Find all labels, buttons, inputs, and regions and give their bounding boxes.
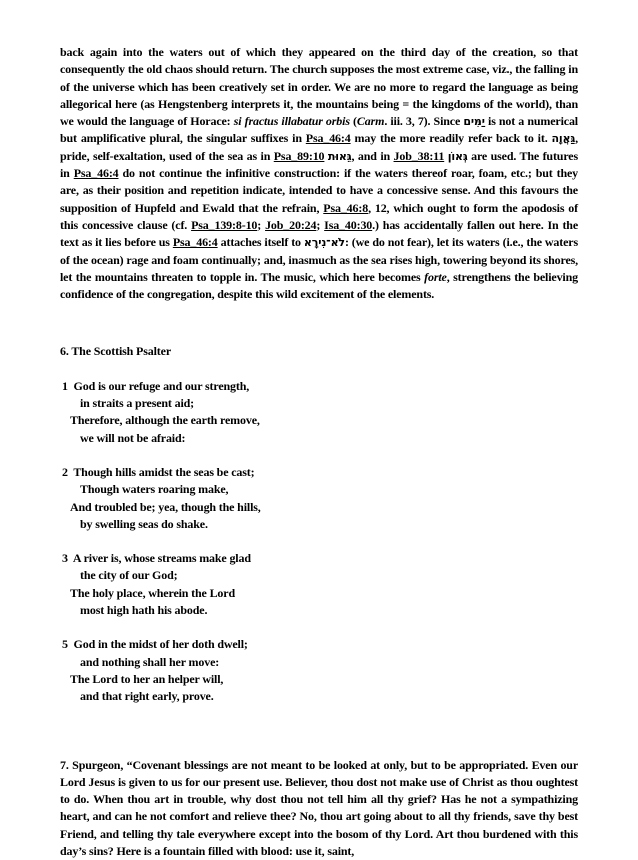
scripture-link[interactable]: Job_38:11 [394, 149, 445, 163]
psalter-stanza [60, 378, 578, 447]
text-run: , pride, self-exaltation, used of the sea as in [60, 131, 578, 162]
verse-line: and that right early, prove. [60, 688, 578, 705]
section-spacer [60, 706, 578, 757]
hebrew-word: גַּאֲוָה [551, 132, 575, 145]
section-spacer [60, 303, 578, 343]
verse-line: the city of our God; [60, 567, 578, 584]
spurgeon-paragraph: 7. Spurgeon, “Covenant blessings are not meant to be looked at only, but to be appropriated. Even our Lord Jesus is given to us for our present use. Believer, thou dost not make use of Christ as thou oughtest to do. When thou art in trouble, why dost thou not tell him all thy grief? Has he not a sympathizing heart, and can he not comfort and relieve thee? No, thou art going about to all thy friends, save thy best Friend, and telling thy tale everywhere except into the bosom of thy Lord. Art thou burdened with this day’s sins? Here is a fountain filled with blood: use it, saint, [60, 757, 578, 860]
text-run: are used. The futures in [60, 149, 578, 180]
psalter-stanza [60, 636, 578, 705]
verse-line: The Lord to her an helper will, [60, 671, 578, 688]
text-run: .) has accidentally fallen out here. In the text as it lies before us [60, 218, 578, 249]
verse-line: Therefore, although the earth remove, [60, 412, 578, 429]
text-run: do not continue the infinitive construction: if the waters thereof roar, foam, etc.; but they are, as their position and repetition indicate, intended to have a concessive sense. And this favours the supposition of Hupfeld and Ewald that the refrain, [60, 166, 578, 215]
text-run: ; [316, 218, 324, 232]
hebrew-word: לֹא־נִירָא [304, 236, 345, 249]
text-run: back again into the waters out of which they appeared on the third day of the creation, so that consequently the old chaos should return. The church supposes the most extreme case, viz., the falling in of the universe which has been creatively set in order. We are no more to regard the language as being allegorical here (as Hengstenberg interprets it, the mountains being = the kingdoms of the world), than we would the language of Horace: [60, 45, 578, 128]
verse-line: most high hath his abode. [60, 602, 578, 619]
scripture-link[interactable]: Psa_46:4 [74, 166, 119, 180]
text-run: , and in [352, 149, 394, 163]
verse-line: by swelling seas do shake. [60, 516, 578, 533]
verse-line: in straits a present aid; [60, 395, 578, 412]
text-run: . iii. 3, 7). Since [384, 114, 463, 128]
text-run: may the more readily refer back to it. [351, 131, 552, 145]
verse-line: we will not be afraid: [60, 430, 578, 447]
text-run: is not a numerical but amplificative plural, the singular suffixes in [60, 114, 578, 145]
verse-line: The holy place, wherein the Lord [60, 585, 578, 602]
commentary-paragraph [60, 44, 578, 303]
verse-line: 5 God in the midst of her doth dwell; [60, 636, 578, 653]
latin-quote: si fractus illabatur orbis [234, 114, 350, 128]
text-run: ; [257, 218, 265, 232]
document-page [60, 44, 578, 860]
text-run: ( [350, 114, 357, 128]
hebrew-word: יַמִּים [463, 115, 485, 128]
scripture-link[interactable]: Psa_139:8-10 [191, 218, 257, 232]
text-run: , 12, which ought to form the apodosis of this concessive clause (cf. [60, 201, 578, 232]
section-heading: 6. The Scottish Psalter [60, 343, 578, 360]
citation-carm: Carm [357, 114, 384, 128]
verse-line: 1 God is our refuge and our strength, [60, 378, 578, 395]
scripture-link[interactable]: Job_20:24 [265, 218, 316, 232]
psalter-stanza [60, 550, 578, 619]
scripture-link[interactable]: Psa_46:4 [173, 235, 218, 249]
verse-line: 2 Though hills amidst the seas be cast; [60, 464, 578, 481]
verse-line: And troubled be; yea, though the hills, [60, 499, 578, 516]
scripture-link[interactable]: Isa_40:30 [324, 218, 372, 232]
verse-line: 3 A river is, whose streams make glad [60, 550, 578, 567]
scripture-link[interactable]: Psa_89:10 [274, 149, 325, 163]
italic-term: forte [424, 270, 447, 284]
text-run: : (we do not fear), let its waters (i.e., the waters of the ocean) rage and foam continually; and, inasmuch as the sea rises high, towering beyond its shores, let the mountains threaten to topple in. The music, which here becomes [60, 235, 578, 284]
verse-line: and nothing shall her move: [60, 654, 578, 671]
psalter-stanza [60, 464, 578, 533]
text-run: , strengthens the believing confidence of the congregation, despite this wild excitement of the elements. [60, 270, 578, 301]
scripture-link[interactable]: Psa_46:4 [306, 131, 351, 145]
scripture-link[interactable]: Psa_46:8 [323, 201, 368, 215]
text-run: attaches itself to [218, 235, 304, 249]
hebrew-word: גֵּאוּת [328, 150, 352, 163]
hebrew-word: גְּאוֹן [448, 150, 468, 163]
verse-line: Though waters roaring make, [60, 481, 578, 498]
